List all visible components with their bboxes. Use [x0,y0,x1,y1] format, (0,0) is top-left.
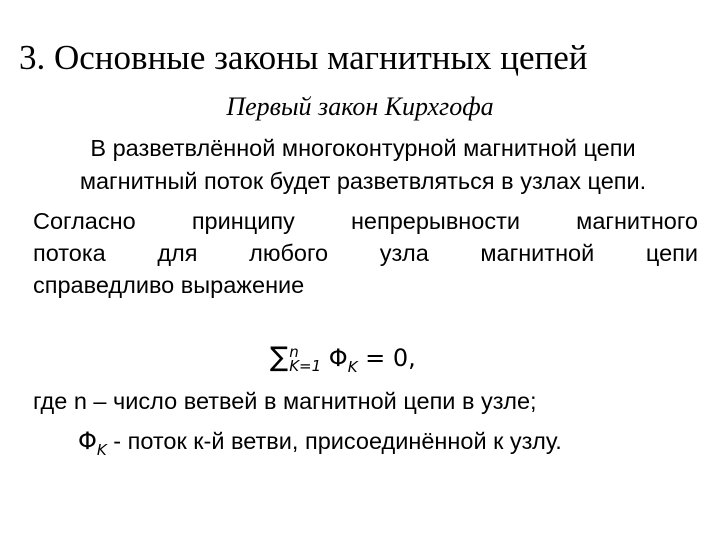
continuity-line: справедливо выражение [33,272,305,298]
slide-title: 3. Основные законы магнитных цепей [19,38,588,77]
sum-symbol: ∑ [270,342,289,373]
continuity-line: потока для любого узла магнитной цепи [33,240,698,266]
flux-subscript: K [347,357,358,376]
formula-rhs: = 0, [357,344,416,372]
continuity-line: Согласно принципу непрерывности магнитного [33,208,698,234]
sum-upper-limit: n [289,343,299,361]
flux-definition-text: - поток к-й ветви, присоединённой к узлу. [106,428,562,454]
intro-line: магнитный поток будет разветвляться в узлах цепи. [79,168,647,194]
flux-symbol: Φ [78,427,97,455]
intro-paragraph [33,132,693,198]
intro-line: В разветвлённой многоконтурной магнитной цепи [90,135,636,161]
continuity-paragraph [33,205,698,301]
slide-subtitle: Первый закон Кирхгофа [226,92,494,121]
flux-symbol: Φ [328,344,348,372]
where-line: где n – число ветвей в магнитной цепи в узле; [33,388,537,414]
sum-lower-limit: K=1 [289,357,322,375]
flux-definition-line [78,425,718,466]
flux-subscript: K [96,440,107,459]
kirchhoff-formula [270,340,416,385]
